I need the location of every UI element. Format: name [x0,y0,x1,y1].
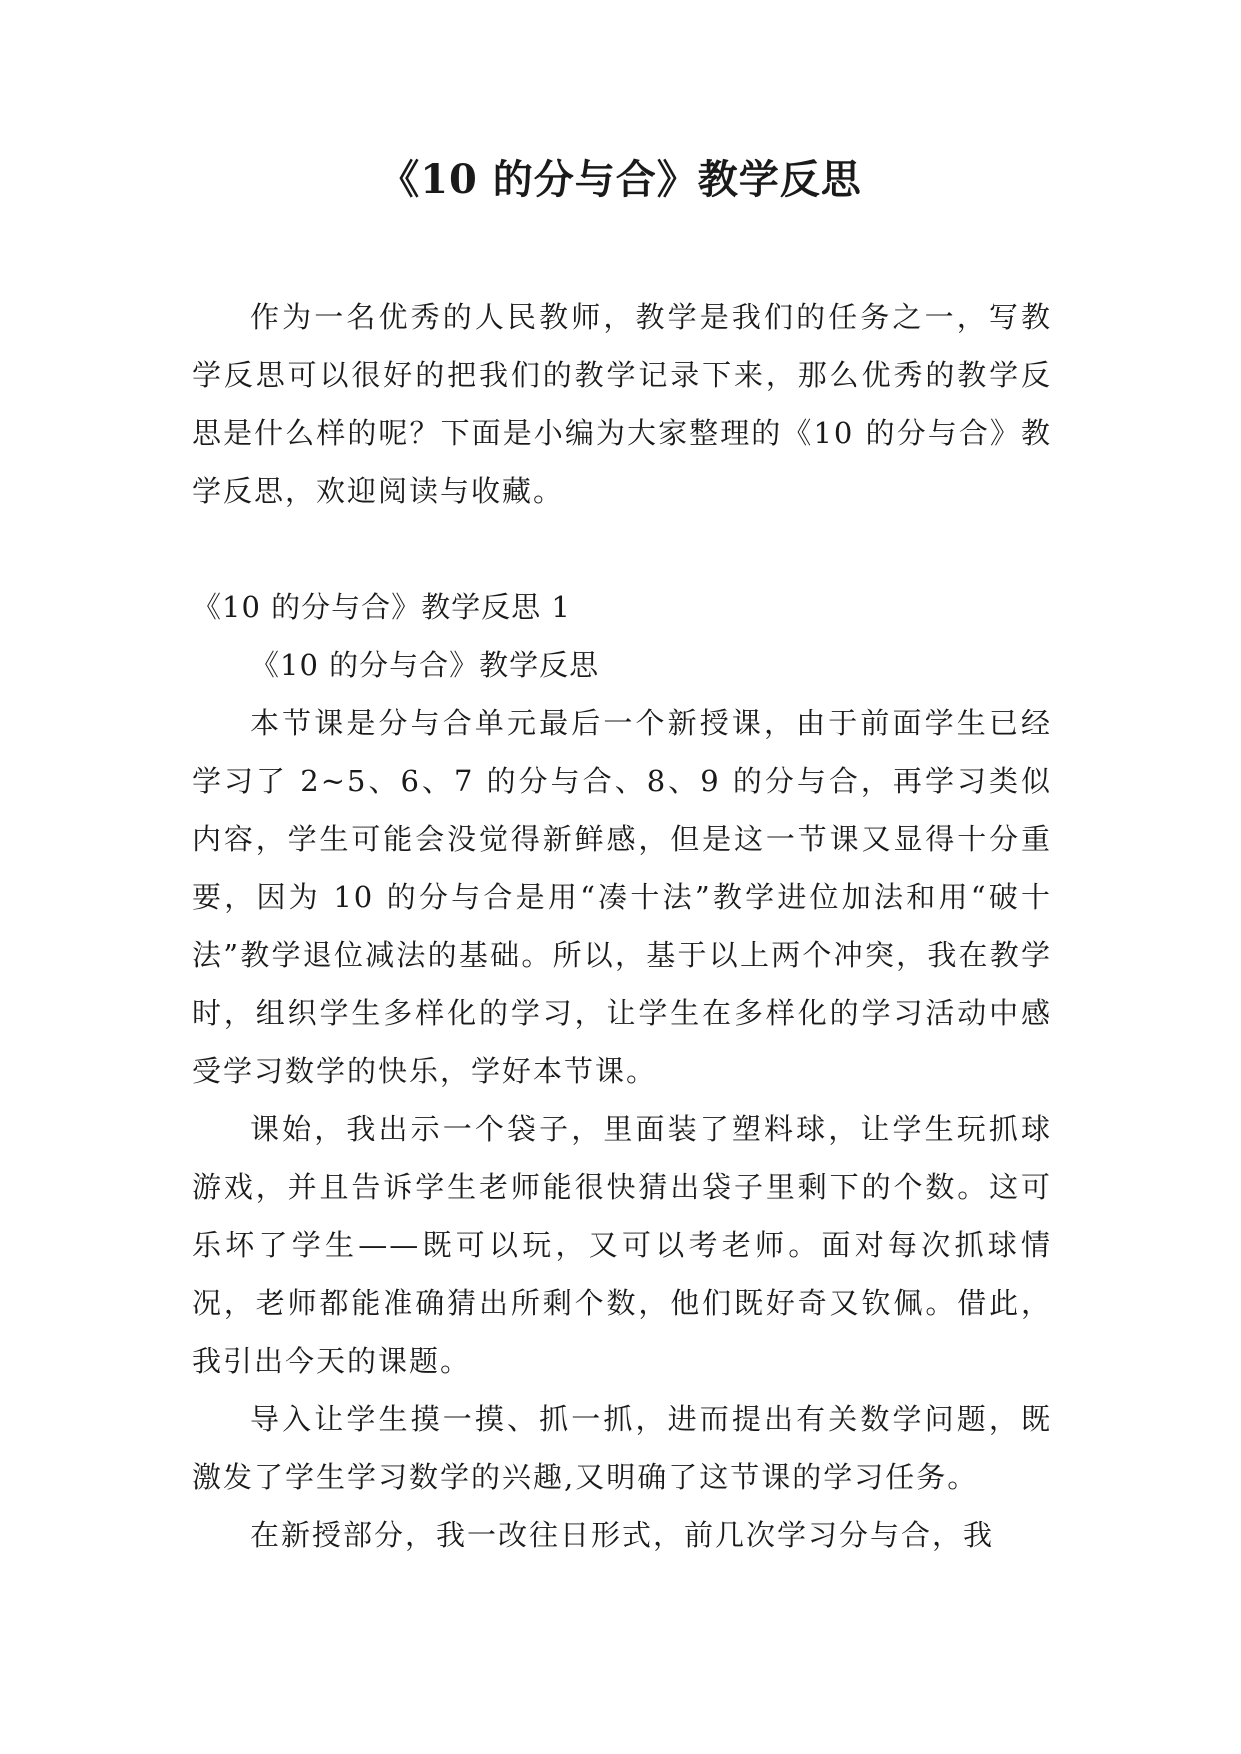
document-title: 《10 的分与合》教学反思 [379,156,862,203]
body-paragraph: 课始，我出示一个袋子，里面装了塑料球，让学生玩抓球游戏，并且告诉学生老师能很快猜出袋子里剩下的个数。这可乐坏了学生——既可以玩，又可以考老师。面对每次抓球情况，老师都能准确猜出所剩个数，他们既好奇又钦佩。借此，我引出今天的课题。 [192,1112,1052,1378]
sub-heading: 《10 的分与合》教学反思 [250,648,600,682]
intro-paragraph: 作为一名优秀的人民教师，教学是我们的任务之一，写教学反思可以很好的把我们的教学记录下来，那么优秀的教学反思是什么样的呢？下面是小编为大家整理的《10 的分与合》教学反思，欢迎阅读与收藏。 [192,300,1052,508]
body-paragraph: 导入让学生摸一摸、抓一抓，进而提出有关数学问题，既激发了学生学习数学的兴趣,又明确了这节课的学习任务。 [192,1402,1052,1494]
document-body [192,288,1052,1564]
section-heading: 《10 的分与合》教学反思 1 [192,590,571,624]
body-paragraph: 本节课是分与合单元最后一个新授课，由于前面学生已经学习了 2~5、6、7 的分与合、8、9 的分与合，再学习类似内容，学生可能会没觉得新鲜感，但是这一节课又显得十分重要，因为 10 的分与合是用“凑十法”教学进位加法和用“破十法”教学退位减法的基础。所以，基于以上两个冲突，我在教学时，组织学生多样化的学习，让学生在多样化的学习活动中感受学习数学的快乐，学好本节课。 [192,706,1052,1088]
body-paragraph: 在新授部分，我一改往日形式，前几次学习分与合，我 [250,1518,995,1552]
